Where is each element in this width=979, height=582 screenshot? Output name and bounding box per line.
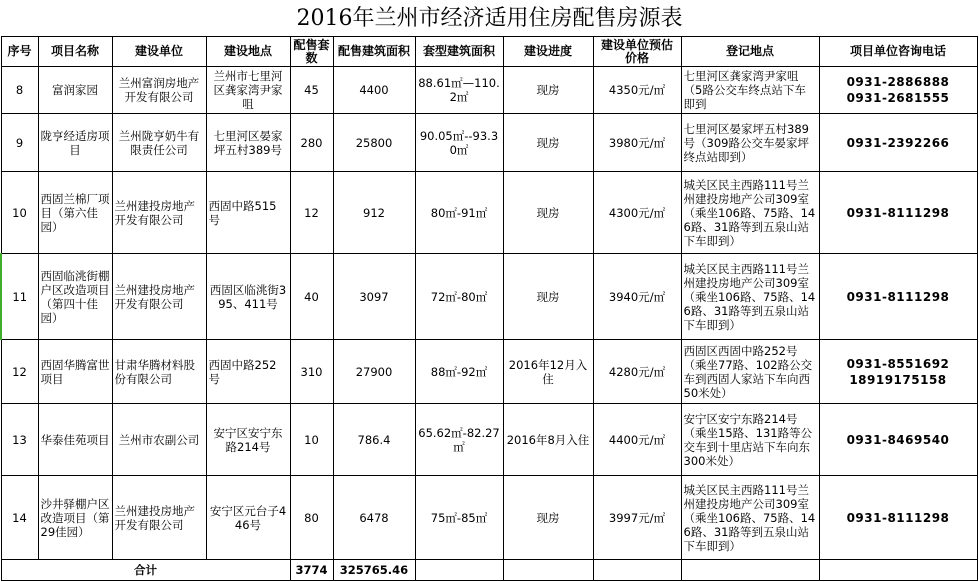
- header-phone: 项目单位咨询电话: [819, 37, 977, 67]
- header-price: 建设单位预估价格: [593, 37, 681, 67]
- header-progress: 建设进度: [503, 37, 593, 67]
- header-unit-area: 套型建筑面积: [415, 37, 503, 67]
- header-project: 项目名称: [38, 37, 112, 67]
- cell-price: 4400元/㎡: [593, 404, 681, 476]
- cell-units: 12: [290, 172, 333, 254]
- cell-units: 40: [290, 254, 333, 340]
- table-row: [1, 114, 977, 172]
- total-units: 3774: [290, 560, 333, 581]
- cell-seq: 13: [1, 404, 38, 476]
- cell-project: 华泰佳苑项目: [38, 404, 112, 476]
- cell-location: 七里河区晏家坪五村389号: [206, 114, 290, 172]
- cell-developer: 兰州富润房地产开发有限公司: [112, 67, 206, 114]
- cell-location: 兰州市七里河区龚家湾尹家咀: [206, 67, 290, 114]
- cell-developer: 兰州市农副公司: [112, 404, 206, 476]
- cell-reg: 西固区西固中路252号（乘坐77路、102路公交车到西固人家站下车向西50米处）: [681, 340, 819, 404]
- total-empty: [415, 560, 503, 581]
- cell-location: 西固中路252号: [206, 340, 290, 404]
- cell-project: 西固临洮街棚户区改造项目（第四十佳园）: [38, 254, 112, 340]
- header-seq: 序号: [1, 37, 38, 67]
- cell-developer: 兰州陇亨奶牛有限责任公司: [112, 114, 206, 172]
- cell-seq: 9: [1, 114, 38, 172]
- cell-reg: 七里河区龚家湾尹家咀（5路公交车终点站下车即到: [681, 67, 819, 114]
- table-row: [1, 172, 977, 254]
- header-developer: 建设单位: [112, 37, 206, 67]
- phone-1: 0931-8111298: [846, 289, 950, 304]
- cell-project: 西固华腾富世项目: [38, 340, 112, 404]
- phone-1: 0931-8469540: [846, 432, 950, 447]
- cell-units: 10: [290, 404, 333, 476]
- cell-developer: 甘肃华腾材料股份有限公司: [112, 340, 206, 404]
- cell-project: 陇亨经适房项目: [38, 114, 112, 172]
- cell-phone: [819, 404, 977, 476]
- cell-price: 4350元/㎡: [593, 67, 681, 114]
- table-row: [1, 340, 977, 404]
- cell-phone: [819, 172, 977, 254]
- header-row: [1, 37, 977, 67]
- table-row: [1, 476, 977, 560]
- cell-reg: 安宁区安宁东路214号（乘坐15路、131路等公交车到十里店站下车向东300米处）: [681, 404, 819, 476]
- housing-table: [0, 36, 978, 581]
- cell-progress: 2016年12月入住: [503, 340, 593, 404]
- total-empty: [593, 560, 681, 581]
- cell-phone: [819, 114, 977, 172]
- header-area: 配售建筑面积: [333, 37, 415, 67]
- cell-area: 4400: [333, 67, 415, 114]
- cell-phone: [819, 476, 977, 560]
- table-row: [1, 404, 977, 476]
- cell-price: 3997元/㎡: [593, 476, 681, 560]
- cell-area: 3097: [333, 254, 415, 340]
- cell-developer: 兰州建投房地产开发有限公司: [112, 476, 206, 560]
- cell-developer: 兰州建投房地产开发有限公司: [112, 254, 206, 340]
- cell-unit-area: 65.62㎡-82.27㎡: [415, 404, 503, 476]
- cell-unit-area: 88.61㎡—110.2㎡: [415, 67, 503, 114]
- cell-project: 沙井驿棚户区改造项目（第29佳园）: [38, 476, 112, 560]
- total-empty: [503, 560, 593, 581]
- cell-units: 45: [290, 67, 333, 114]
- cell-price: 3940元/㎡: [593, 254, 681, 340]
- phone-2: 18919175158: [849, 372, 947, 387]
- cell-reg: 城关区民主西路111号兰州建投房地产公司309室（乘坐106路、75路、146路、31路等到五泉山站下车即到）: [681, 172, 819, 254]
- cell-seq: 10: [1, 172, 38, 254]
- cell-progress: 现房: [503, 67, 593, 114]
- cell-progress: 2016年8月入住: [503, 404, 593, 476]
- phone-2: 0931-2681555: [846, 91, 950, 105]
- cell-area: 27900: [333, 340, 415, 404]
- cell-unit-area: 90.05㎡--93.30㎡: [415, 114, 503, 172]
- cell-progress: 现房: [503, 254, 593, 340]
- cell-area: 6478: [333, 476, 415, 560]
- cell-project: 西固兰棉厂项目（第六佳园）: [38, 172, 112, 254]
- table-row: [1, 67, 977, 114]
- cell-unit-area: 88㎡-92㎡: [415, 340, 503, 404]
- total-row: [1, 560, 977, 581]
- total-empty: [681, 560, 819, 581]
- cell-progress: 现房: [503, 172, 593, 254]
- cell-units: 80: [290, 476, 333, 560]
- cell-reg: 城关区民主西路111号兰州建投房地产公司309室（乘坐106路、75路、146路、31路等到五泉山站下车即到）: [681, 254, 819, 340]
- cell-seq: 11: [1, 254, 38, 340]
- cell-developer: 兰州建投房地产开发有限公司: [112, 172, 206, 254]
- cell-location: 安宁区元台子446号: [206, 476, 290, 560]
- cell-units: 310: [290, 340, 333, 404]
- cell-phone: [819, 67, 977, 114]
- cell-progress: 现房: [503, 114, 593, 172]
- cell-project: 富润家园: [38, 67, 112, 114]
- cell-unit-area: 72㎡-80㎡: [415, 254, 503, 340]
- cell-reg: 七里河区晏家坪五村389号（309路公交车晏家坪终点站即到）: [681, 114, 819, 172]
- total-empty: [819, 560, 977, 581]
- page-title: 2016年兰州市经济适用住房配售房源表: [296, 6, 683, 31]
- phone-1: 0931-2392266: [846, 135, 950, 150]
- cell-units: 280: [290, 114, 333, 172]
- cell-seq: 14: [1, 476, 38, 560]
- header-location: 建设地点: [206, 37, 290, 67]
- cell-seq: 12: [1, 340, 38, 404]
- cell-area: 786.4: [333, 404, 415, 476]
- total-label: 合计: [1, 560, 290, 581]
- cell-unit-area: 80㎡-91㎡: [415, 172, 503, 254]
- cell-phone: [819, 254, 977, 340]
- header-units: 配售套数: [290, 37, 333, 67]
- cell-location: 西固中路515号: [206, 172, 290, 254]
- total-area: 325765.46: [333, 560, 415, 581]
- cell-price: 4280元/㎡: [593, 340, 681, 404]
- header-reg: 登记地点: [681, 37, 819, 67]
- cell-price: 4300元/㎡: [593, 172, 681, 254]
- cell-phone: [819, 340, 977, 404]
- cell-location: 安宁区安宁东路214号: [206, 404, 290, 476]
- phone-1: 0931-8111298: [846, 205, 950, 220]
- cell-area: 912: [333, 172, 415, 254]
- table-row: [1, 254, 977, 340]
- cell-unit-area: 75㎡-85㎡: [415, 476, 503, 560]
- cell-reg: 城关区民主西路111号兰州建投房地产公司309室（乘坐106路、75路、146路、31路等到五泉山站下车即到）: [681, 476, 819, 560]
- cell-location: 西固区临洮街395、411号: [206, 254, 290, 340]
- phone-1: 0931-8551692: [846, 356, 950, 371]
- cell-seq: 8: [1, 67, 38, 114]
- cell-price: 3980元/㎡: [593, 114, 681, 172]
- phone-1: 0931-2886888: [846, 75, 950, 89]
- cell-progress: 现房: [503, 476, 593, 560]
- phone-1: 0931-8111298: [846, 510, 950, 525]
- cell-area: 25800: [333, 114, 415, 172]
